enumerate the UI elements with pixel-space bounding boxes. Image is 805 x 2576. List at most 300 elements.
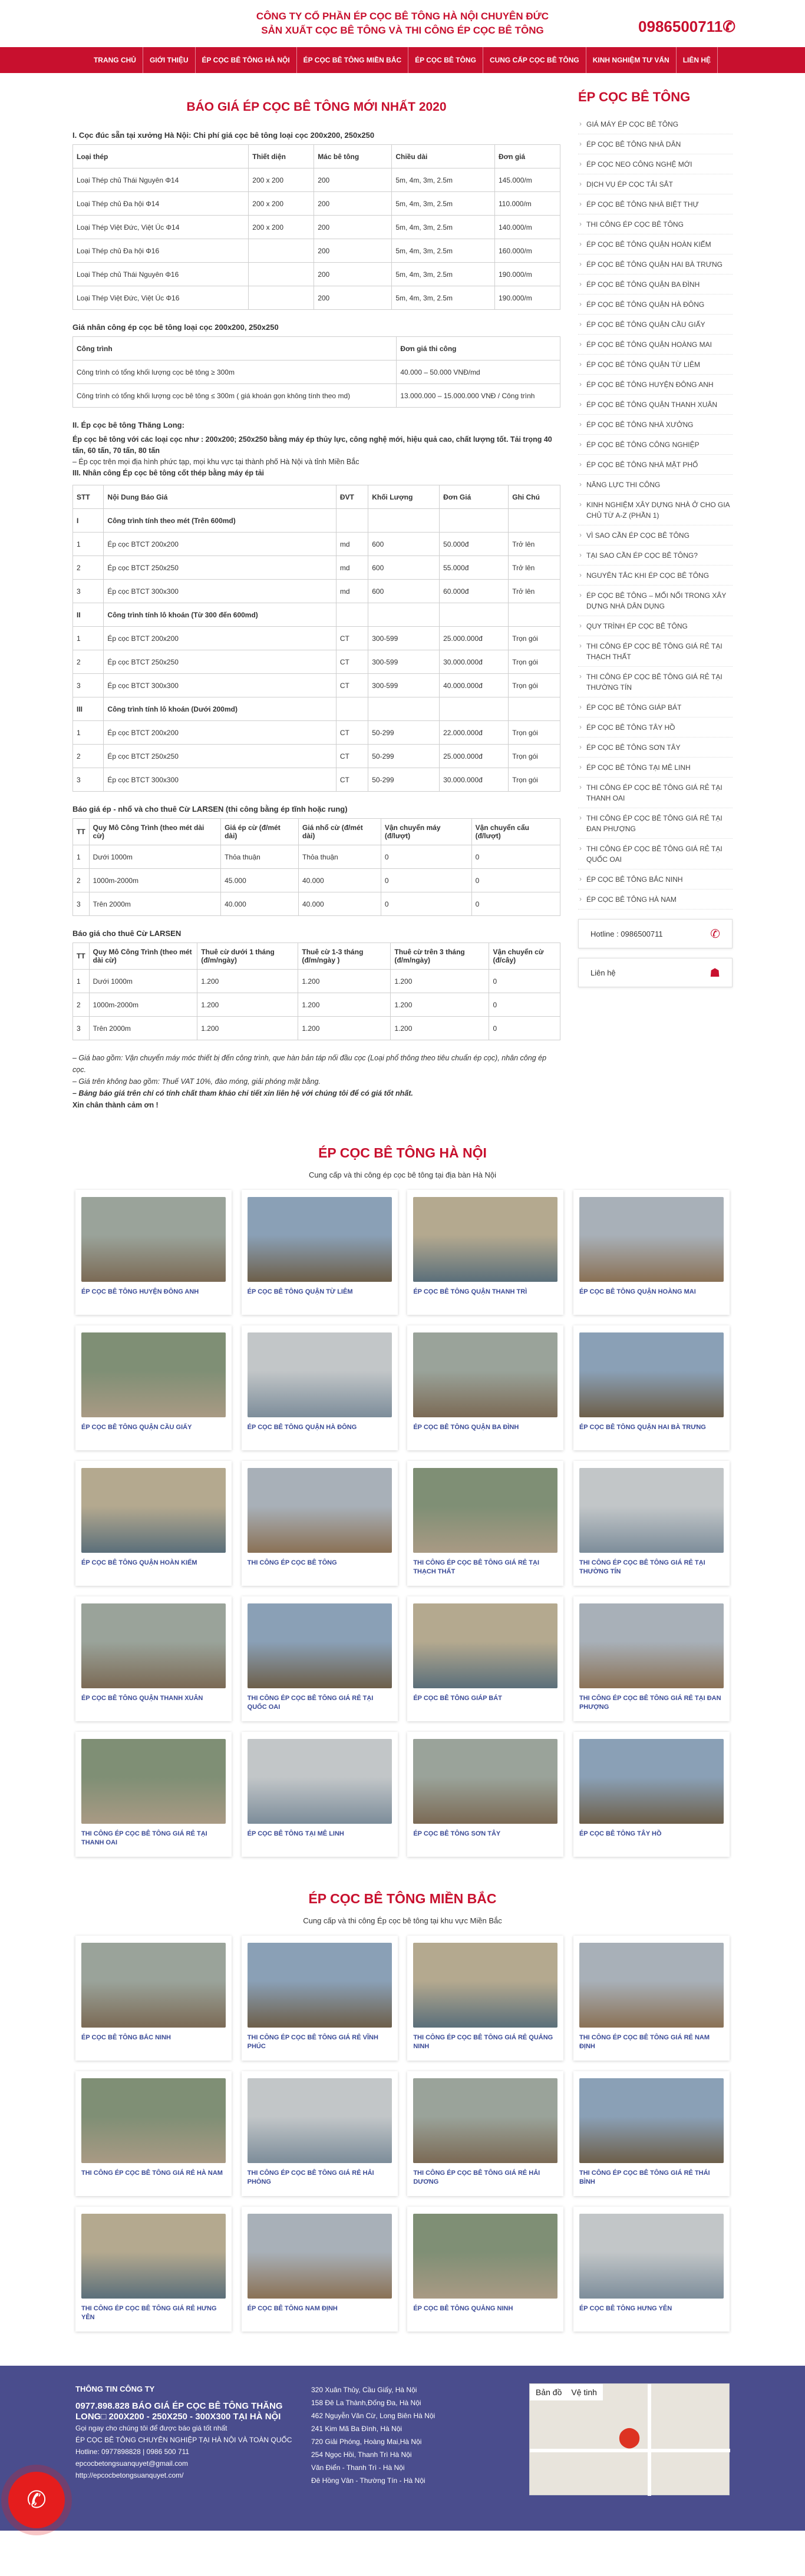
gallery-card-caption[interactable]: ÉP CỌC BÊ TÔNG TẠI MÊ LINH <box>247 1830 344 1837</box>
sidebar-link[interactable]: › NGUYÊN TẮC KHI ÉP CỌC BÊ TÔNG <box>578 566 733 586</box>
sidebar-link[interactable]: › THI CÔNG ÉP CỌC BÊ TÔNG GIÁ RẺ TẠI QUỐC OAI <box>578 839 733 869</box>
gallery-card[interactable] <box>407 1461 563 1586</box>
gallery-card-caption[interactable]: ÉP CỌC BÊ TÔNG QUẬN HOÀN KIẾM <box>81 1559 197 1566</box>
table-cell: 160.000/m <box>494 239 560 263</box>
brand-line-2: SẢN XUẤT CỌC BÊ TÔNG VÀ THI CÔNG ÉP CỌC BÊ TÔNG <box>261 25 544 36</box>
table-row <box>73 216 560 239</box>
table-cell: 60.000đ <box>440 580 509 603</box>
map-tab-satellite[interactable]: Vệ tinh <box>571 2387 597 2397</box>
gallery-card-caption[interactable]: THI CÔNG ÉP CỌC BÊ TÔNG GIÁ RẺ THÁI BÌNH <box>579 2170 710 2185</box>
table-cell: 600 <box>368 580 440 603</box>
gallery-card[interactable] <box>573 1596 730 1721</box>
project-photo[interactable] <box>579 1197 724 1282</box>
table-cell: Thỏa thuận <box>221 845 299 869</box>
footer-email[interactable]: epcocbetongsuanquyet@gmail.com <box>75 2459 188 2468</box>
table-cell: Trọn gói <box>509 627 560 650</box>
footer-desc: Gọi ngay cho chúng tôi để được báo giá tốt nhất <box>75 2424 227 2432</box>
footer-address: Văn Điển - Thanh Trì - Hà Nội <box>311 2463 405 2472</box>
table-cell: 0 <box>471 892 560 916</box>
sidebar-link[interactable]: › ÉP CỌC BÊ TÔNG BẮC NINH <box>578 869 733 889</box>
gallery-card-caption[interactable]: THI CÔNG ÉP CỌC BÊ TÔNG <box>247 1559 337 1566</box>
project-photo[interactable] <box>81 1468 226 1553</box>
gallery-card-caption[interactable]: ÉP CỌC BÊ TÔNG QUẬN TỪ LIÊM <box>247 1288 353 1295</box>
gallery-card-caption[interactable]: ÉP CỌC BÊ TÔNG HƯNG YÊN <box>579 2305 672 2312</box>
table-cell: 40.000 – 50.000 VNĐ/md <box>397 361 560 384</box>
project-photo[interactable] <box>81 2078 226 2163</box>
project-photo[interactable] <box>413 1739 557 1824</box>
sidebar-title: ÉP CỌC BÊ TÔNG <box>578 90 691 104</box>
table-cell: 40.000 <box>299 892 381 916</box>
project-photo[interactable] <box>248 1197 392 1282</box>
project-photo[interactable] <box>579 2214 724 2299</box>
table-row <box>73 580 560 603</box>
table-row <box>73 286 560 310</box>
table-row <box>73 745 560 768</box>
project-photo[interactable] <box>248 1468 392 1553</box>
table-row <box>73 674 560 697</box>
sidebar-link[interactable]: › THI CÔNG ÉP CỌC BÊ TÔNG GIÁ RẺ TẠI THƯỜNG TÍN <box>578 667 733 697</box>
table-header-cell: Ghi Chú <box>509 485 560 509</box>
table-cell: 0 <box>471 869 560 892</box>
table-cell: Trọn gói <box>509 674 560 697</box>
table-cell: Trên 2000m <box>89 892 220 916</box>
gallery-card[interactable] <box>573 2207 730 2332</box>
table-cell: CT <box>336 745 368 768</box>
gallery-card[interactable] <box>75 1596 232 1721</box>
table-row <box>73 892 560 916</box>
table-cell: 600 <box>368 556 440 580</box>
table-header-cell: Loại thép <box>73 145 249 168</box>
page-title: BÁO GIÁ ÉP CỌC BÊ TÔNG MỚI NHẤT 2020 <box>186 100 447 114</box>
sidebar-link[interactable]: › ÉP CỌC BÊ TÔNG SƠN TÂY <box>578 738 733 758</box>
brand-line-1: CÔNG TY CỔ PHẦN ÉP CỌC BÊ TÔNG HÀ NỘI CHUYÊN ĐỨC <box>256 11 549 22</box>
table-cell <box>368 603 440 627</box>
table-row <box>73 869 560 892</box>
table-cell: 200 <box>314 239 392 263</box>
steel-price-table <box>72 144 560 310</box>
nav-item[interactable]: CUNG CẤP CỌC BÊ TÔNG <box>483 47 586 73</box>
table-cell: 300-599 <box>368 674 440 697</box>
gallery-card[interactable] <box>407 2207 563 2332</box>
table-header-cell: Thuê cừ dưới 1 tháng (đ/m/ngày) <box>197 943 298 970</box>
table-row <box>73 239 560 263</box>
table-cell: 300-599 <box>368 627 440 650</box>
table-cell: Công trình tính lô khoán (Từ 300 đến 600md) <box>104 603 336 627</box>
sidebar-link[interactable]: › ÉP CỌC BÊ TÔNG QUẬN THANH XUÂN <box>578 395 733 415</box>
sidebar-link[interactable]: › ÉP CỌC BÊ TÔNG CÔNG NGHIỆP <box>578 435 733 455</box>
gallery-card-caption[interactable]: ÉP CỌC BÊ TÔNG TÂY HỒ <box>579 1830 662 1837</box>
gallery-card[interactable] <box>75 1732 232 1857</box>
project-photo[interactable] <box>413 1468 557 1553</box>
sidebar-link[interactable]: › VÌ SAO CẦN ÉP CỌC BÊ TÔNG <box>578 525 733 545</box>
footer-addresses <box>299 2383 523 2495</box>
project-photo[interactable] <box>579 1739 724 1824</box>
sidebar-link[interactable]: › ÉP CỌC BÊ TÔNG QUẬN HÀ ĐÔNG <box>578 295 733 315</box>
table-cell <box>509 603 560 627</box>
table-cell: Loại Thép chủ Thái Nguyên Φ16 <box>73 263 249 286</box>
gallery-card[interactable] <box>573 1732 730 1857</box>
gallery-card[interactable] <box>407 2071 563 2196</box>
gallery-card[interactable] <box>407 1325 563 1450</box>
table-cell: 40.000 <box>221 892 299 916</box>
table-cell <box>440 509 509 533</box>
gallery-card-caption[interactable]: ÉP CỌC BÊ TÔNG QUẬN HOÀNG MAI <box>579 1288 696 1295</box>
table-cell: 200 <box>314 263 392 286</box>
table-cell: Trở lên <box>509 533 560 556</box>
sidebar-link[interactable]: › KINH NGHIỆM XÂY DỰNG NHÀ Ở CHO GIA CHỦ TỪ A-Z (PHẦN 1) <box>578 495 733 525</box>
gallery-card[interactable] <box>407 1936 563 2061</box>
project-photo[interactable] <box>248 1603 392 1688</box>
project-photo[interactable] <box>81 1739 226 1824</box>
gallery-card-caption[interactable]: ÉP CỌC BÊ TÔNG GIÁP BÁT <box>413 1695 502 1702</box>
gallery-card[interactable] <box>242 1325 398 1450</box>
gallery-card-caption[interactable]: ÉP CỌC BÊ TÔNG NAM ĐỊNH <box>247 2305 338 2312</box>
table-row <box>73 603 560 627</box>
sidebar-link[interactable]: › ÉP CỌC BÊ TÔNG GIÁP BÁT <box>578 697 733 717</box>
gallery-card-caption[interactable]: ÉP CỌC BÊ TÔNG QUẬN HAI BÀ TRƯNG <box>579 1424 706 1431</box>
project-photo[interactable] <box>81 2214 226 2299</box>
sidebar-link[interactable]: › ÉP CỌC BÊ TÔNG QUẬN HAI BÀ TRƯNG <box>578 254 733 275</box>
gallery-subtitle-north: Cung cấp và thi công Ép cọc bê tông tại khu vực Miền Bắc <box>303 1916 502 1925</box>
sidebar-list <box>578 114 733 910</box>
table-cell: 300-599 <box>368 650 440 674</box>
sidebar-link[interactable]: › ÉP CỌC BÊ TÔNG NHÀ XƯỞNG <box>578 415 733 435</box>
table-header-cell: Công trình <box>73 337 397 361</box>
table-row <box>73 509 560 533</box>
table-cell: Dưới 1000m <box>89 970 197 993</box>
gallery-card[interactable] <box>573 1461 730 1586</box>
table-row <box>73 263 560 286</box>
table-cell: 1 <box>73 845 90 869</box>
sidebar-link[interactable]: › THI CÔNG ÉP CỌC BÊ TÔNG <box>578 214 733 234</box>
table-cell: 45.000 <box>221 869 299 892</box>
site-header <box>0 0 805 47</box>
table-cell: Thỏa thuận <box>299 845 381 869</box>
table-cell: 3 <box>73 674 104 697</box>
sidebar-link[interactable]: › ÉP CỌC BÊ TÔNG HÀ NAM <box>578 889 733 910</box>
gallery-card-caption[interactable]: ÉP CỌC BÊ TÔNG BẮC NINH <box>81 2034 171 2041</box>
gallery-card[interactable] <box>407 1732 563 1857</box>
sidebar-contact-label: Liên hệ <box>590 968 616 977</box>
table-cell: 600 <box>368 533 440 556</box>
table-cell: Ép cọc BTCT 250x250 <box>104 650 336 674</box>
table-cell <box>440 603 509 627</box>
table-cell: 2 <box>73 745 104 768</box>
gallery-card-caption[interactable]: ÉP CỌC BÊ TÔNG QUẬN THANH TRÌ <box>413 1288 527 1295</box>
project-photo[interactable] <box>579 1603 724 1688</box>
table-cell: 1 <box>73 721 104 745</box>
nav-item[interactable]: ÉP CỌC BÊ TÔNG MIỀN BẮC <box>297 47 408 73</box>
company-name[interactable] <box>256 9 549 38</box>
table-cell: 50.000đ <box>440 533 509 556</box>
table-cell: Ép cọc BTCT 200x200 <box>104 721 336 745</box>
gallery-card[interactable] <box>407 1190 563 1315</box>
sidebar-link[interactable]: › TẠI SAO CẦN ÉP CỌC BÊ TÔNG? <box>578 545 733 566</box>
table-header-cell: Quy Mô Công Trình (theo mét dài cừ) <box>89 943 197 970</box>
sidebar-link[interactable]: › ÉP CỌC BÊ TÔNG – MỐI NỐI TRONG XÂY DỰNG NHÀ DÂN DỤNG <box>578 586 733 616</box>
gallery-card-caption[interactable]: THI CÔNG ÉP CỌC BÊ TÔNG GIÁ RẺ TẠI THƯỜNG TÍN <box>579 1559 705 1575</box>
sidebar-hotline-label: Hotline : 0986500711 <box>590 929 663 938</box>
main-content <box>72 86 560 1111</box>
footer-headline: 0977.898.828 BÁO GIÁ ÉP CỌC BÊ TÔNG THĂNG LONG□ 200X200 - 250X250 - 300X300 TẠI HÀ NỘI <box>75 2401 283 2422</box>
table-cell: 0 <box>381 869 471 892</box>
gallery-card-caption[interactable]: ÉP CỌC BÊ TÔNG QUẢNG NINH <box>413 2305 513 2312</box>
table-header-cell: TT <box>73 943 90 970</box>
table-cell: Ép cọc BTCT 300x300 <box>104 768 336 792</box>
gallery-card-caption[interactable]: THI CÔNG ÉP CỌC BÊ TÔNG GIÁ RẺ NAM ĐỊNH <box>579 2034 710 2050</box>
gallery-card[interactable] <box>242 1596 398 1721</box>
table-header-cell: Vận chuyển cừ (đ/cây) <box>489 943 560 970</box>
footer-address: 254 Ngọc Hồi, Thanh Trì Hà Nội <box>311 2451 412 2459</box>
table-cell: Công trình có tổng khối lượng cọc bê tông ≤ 300m ( giá khoán gọn không tính theo md) <box>73 384 397 408</box>
sidebar-link[interactable]: › ÉP CỌC BÊ TÔNG TẠI MÊ LINH <box>578 758 733 778</box>
table-cell <box>368 509 440 533</box>
project-photo[interactable] <box>579 1332 724 1417</box>
nav-item[interactable]: LIÊN HỆ <box>677 47 718 73</box>
table-cell <box>336 697 368 721</box>
table-cell: 5m, 4m, 3m, 2.5m <box>392 216 495 239</box>
gallery-card-caption[interactable]: THI CÔNG ÉP CỌC BÊ TÔNG GIÁ RẺ QUẢNG NINH <box>413 2034 553 2050</box>
sidebar-link[interactable]: › ÉP CỌC BÊ TÔNG QUẬN HOÀNG MAI <box>578 335 733 355</box>
gallery-card[interactable] <box>242 1190 398 1315</box>
sidebar-link[interactable]: › GIÁ MÁY ÉP CỌC BÊ TÔNG <box>578 114 733 134</box>
gallery-card[interactable] <box>75 1325 232 1450</box>
gallery-card[interactable] <box>573 1325 730 1450</box>
table-header-cell: Đơn giá thi công <box>397 337 560 361</box>
gallery-card[interactable] <box>242 1732 398 1857</box>
project-photo[interactable] <box>579 2078 724 2163</box>
project-photo[interactable] <box>248 1332 392 1417</box>
sidebar-link[interactable]: › ÉP CỌC BÊ TÔNG TÂY HỒ <box>578 717 733 738</box>
sidebar-link[interactable]: › ÉP CỌC BÊ TÔNG QUẬN HOÀN KIẾM <box>578 234 733 254</box>
footer-address: 720 Giải Phóng, Hoàng Mai,Hà Nội <box>311 2438 422 2446</box>
note-line: – Giá bao gồm: Vận chuyển máy móc thiết bị đến công trình, que hàn bản táp nối đầu cọc (Loại phổ thông theo tiêu chuẩn ép cọc), nhân công ép cọc. <box>72 1054 547 1074</box>
project-photo[interactable] <box>413 2078 557 2163</box>
project-photo[interactable] <box>248 1739 392 1824</box>
project-photo[interactable] <box>81 1197 226 1282</box>
sidebar-link[interactable]: › NĂNG LỰC THI CÔNG <box>578 475 733 495</box>
header-hotline[interactable] <box>638 18 735 36</box>
gallery-card-caption[interactable]: THI CÔNG ÉP CỌC BÊ TÔNG GIÁ RẺ HƯNG YÊN <box>81 2305 217 2321</box>
table-cell: 190.000/m <box>494 263 560 286</box>
table-cell: Loại Thép Việt Đức, Việt Úc Φ16 <box>73 286 249 310</box>
gallery-card[interactable] <box>75 2207 232 2332</box>
project-photo[interactable] <box>81 1943 226 2028</box>
nav-item[interactable]: ÉP CỌC BÊ TÔNG HÀ NỘI <box>196 47 297 73</box>
call-now-button[interactable] <box>8 2472 65 2528</box>
table-cell: CT <box>336 650 368 674</box>
site-footer <box>0 2366 805 2531</box>
project-photo[interactable] <box>81 1332 226 1417</box>
project-photo[interactable] <box>248 2214 392 2299</box>
gallery-card-caption[interactable]: ÉP CỌC BÊ TÔNG QUẬN CẦU GIẤY <box>81 1424 192 1431</box>
table-cell: 0 <box>471 845 560 869</box>
project-photo[interactable] <box>413 2214 557 2299</box>
sidebar-link[interactable]: › ÉP CỌC BÊ TÔNG NHÀ MẶT PHỐ <box>578 455 733 475</box>
table-row <box>73 1017 560 1040</box>
gallery-card[interactable] <box>75 1461 232 1586</box>
project-photo[interactable] <box>81 1603 226 1688</box>
sidebar-link[interactable]: › THI CÔNG ÉP CỌC BÊ TÔNG GIÁ RẺ TẠI THANH OAI <box>578 778 733 808</box>
table-cell: Công trình tính lô khoán (Dưới 200md) <box>104 697 336 721</box>
gallery-card[interactable] <box>573 2071 730 2196</box>
gallery-card-caption[interactable]: ÉP CỌC BÊ TÔNG SƠN TÂY <box>413 1830 501 1837</box>
table-row <box>73 533 560 556</box>
gallery-card-caption[interactable]: THI CÔNG ÉP CỌC BÊ TÔNG GIÁ RẺ HẢI DƯƠNG <box>413 2170 540 2185</box>
nav-item[interactable]: TRANG CHỦ <box>87 47 143 73</box>
project-photo[interactable] <box>248 1943 392 2028</box>
table-cell: 2 <box>73 869 90 892</box>
table-cell: Loại Thép chủ Đa hội Φ14 <box>73 192 249 216</box>
nav-item[interactable]: KINH NGHIỆM TƯ VẤN <box>586 47 677 73</box>
gallery-card[interactable] <box>242 2207 398 2332</box>
table-cell: Trọn gói <box>509 768 560 792</box>
table-cell: 25.000.000đ <box>440 745 509 768</box>
table-cell: Dưới 1000m <box>89 845 220 869</box>
sidebar-link[interactable]: › DỊCH VỤ ÉP CỌC TẢI SẮT <box>578 174 733 194</box>
north-gallery <box>75 1891 730 2332</box>
table-cell: 30.000.000đ <box>440 650 509 674</box>
table-header-cell: Giá nhổ cừ (đ/mét dài) <box>299 819 381 845</box>
sidebar-link[interactable]: › THI CÔNG ÉP CỌC BÊ TÔNG GIÁ RẺ TẠI THẠCH THẤT <box>578 636 733 667</box>
table-cell: 1.200 <box>197 970 298 993</box>
gallery-card-caption[interactable]: THI CÔNG ÉP CỌC BÊ TÔNG GIÁ RẺ TẠI THẠCH THẤT <box>413 1559 540 1575</box>
sidebar-link[interactable]: › THI CÔNG ÉP CỌC BÊ TÔNG GIÁ RẺ TẠI ĐAN PHƯỢNG <box>578 808 733 839</box>
table-header-cell: STT <box>73 485 104 509</box>
hanoi-gallery <box>75 1145 730 1857</box>
table-cell: Trên 2000m <box>89 1017 197 1040</box>
nav-item[interactable]: ÉP CỌC BÊ TÔNG <box>408 47 483 73</box>
section-heading-2: Giá nhân công ép cọc bê tông loại cọc 200x200, 250x250 <box>72 323 279 332</box>
table-cell: 5m, 4m, 3m, 2.5m <box>392 263 495 286</box>
table-cell: 1.200 <box>197 1017 298 1040</box>
table-cell: 1 <box>73 533 104 556</box>
gallery-card-caption[interactable]: ÉP CỌC BÊ TÔNG QUẬN HÀ ĐÔNG <box>247 1424 357 1431</box>
table-row <box>73 361 560 384</box>
note-line: – Giá trên không bao gồm: Thuế VAT 10%, đào móng, giải phóng mặt bằng. <box>72 1077 321 1086</box>
table-header-cell: TT <box>73 819 90 845</box>
table-header-cell: Thuê cừ 1-3 tháng (đ/m/ngày ) <box>298 943 391 970</box>
table-cell: 1.200 <box>298 993 391 1017</box>
map-tab-map[interactable]: Bản đồ <box>536 2387 562 2397</box>
table-cell: 1.200 <box>391 970 489 993</box>
gallery-card-caption[interactable]: ÉP CỌC BÊ TÔNG QUẬN BA ĐÌNH <box>413 1424 519 1431</box>
gallery-card-caption[interactable]: THI CÔNG ÉP CỌC BÊ TÔNG GIÁ RẺ TẠI THANH OAI <box>81 1830 207 1846</box>
larsen-press-table <box>72 818 560 916</box>
phone-icon: ✆ <box>27 2487 47 2513</box>
gallery-card[interactable] <box>75 1190 232 1315</box>
table-cell: md <box>336 580 368 603</box>
footer-website[interactable]: http://epcocbetongsuanquyet.com/ <box>75 2471 184 2479</box>
table-cell: 2 <box>73 650 104 674</box>
sidebar-link[interactable]: › ÉP CỌC BÊ TÔNG HUYỆN ĐÔNG ANH <box>578 375 733 395</box>
gallery-card-caption[interactable]: ÉP CỌC BÊ TÔNG HUYỆN ĐÔNG ANH <box>81 1288 199 1295</box>
table-cell: 1 <box>73 627 104 650</box>
sidebar-hotline-button[interactable] <box>578 919 733 948</box>
table-cell: Loại Thép Việt Đức, Việt Úc Φ14 <box>73 216 249 239</box>
gallery-card[interactable] <box>573 1936 730 2061</box>
table-cell: 200 <box>314 216 392 239</box>
gallery-card-caption[interactable]: THI CÔNG ÉP CỌC BÊ TÔNG GIÁ RẺ HẢI PHÒNG <box>247 2170 374 2185</box>
project-photo[interactable] <box>413 1197 557 1282</box>
table-header-cell: Quy Mô Công Trình (theo mét dài cừ) <box>89 819 220 845</box>
main-nav <box>0 47 805 73</box>
table-cell: 0 <box>489 993 560 1017</box>
table-cell: 1.200 <box>298 970 391 993</box>
footer-company: ÉP CỌC BÊ TÔNG CHUYÊN NGHIỆP TẠI HÀ NỘI VÀ TOÀN QUỐC <box>75 2436 292 2444</box>
footer-hotline[interactable]: Hotline: 0977898828 | 0986 500 711 <box>75 2448 190 2456</box>
sidebar-link[interactable]: › ÉP CỌC BÊ TÔNG QUẬN TỪ LIÊM <box>578 355 733 375</box>
gallery-card[interactable] <box>573 1190 730 1315</box>
gallery-subtitle-hanoi: Cung cấp và thi công ép cọc bê tông tại địa bàn Hà Nội <box>309 1170 496 1179</box>
gallery-card[interactable] <box>242 1461 398 1586</box>
gallery-card[interactable] <box>75 1936 232 2061</box>
thang-long-area: – Ép cọc trên mọi địa hình phức tạp, mọi khu vực tại thành phố Hà Nội và tỉnh Miền Bắc <box>72 458 359 466</box>
project-photo[interactable] <box>413 1332 557 1417</box>
table-cell: 0 <box>381 845 471 869</box>
table-row <box>73 627 560 650</box>
table-cell: 145.000/m <box>494 168 560 192</box>
project-photo[interactable] <box>413 1943 557 2028</box>
table-cell: CT <box>336 768 368 792</box>
gallery-card[interactable] <box>242 1936 398 2061</box>
project-photo[interactable] <box>248 2078 392 2163</box>
table-cell: 3 <box>73 1017 90 1040</box>
table-row <box>73 697 560 721</box>
google-map[interactable] <box>529 2383 730 2495</box>
gallery-card[interactable] <box>242 2071 398 2196</box>
map-road <box>648 2384 651 2496</box>
table-row <box>73 192 560 216</box>
sidebar-link[interactable]: › ÉP CỌC NEO CÔNG NGHỆ MỚI <box>578 154 733 174</box>
table-cell: 1.200 <box>197 993 298 1017</box>
project-photo[interactable] <box>579 1943 724 2028</box>
table-cell: 13.000.000 – 15.000.000 VNĐ / Công trình <box>397 384 560 408</box>
project-photo[interactable] <box>413 1603 557 1688</box>
sidebar-link[interactable]: › ÉP CỌC BÊ TÔNG QUẬN CẦU GIẤY <box>578 315 733 335</box>
table-cell: 200 <box>314 286 392 310</box>
table-cell: 200 x 200 <box>249 192 314 216</box>
table-header-cell: Nội Dung Báo Giá <box>104 485 336 509</box>
table-header-cell: ĐVT <box>336 485 368 509</box>
table-cell: 5m, 4m, 3m, 2.5m <box>392 168 495 192</box>
map-road <box>530 2449 730 2452</box>
gallery-card-caption[interactable]: THI CÔNG ÉP CỌC BÊ TÔNG GIÁ RẺ TẠI QUỐC OAI <box>247 1695 374 1711</box>
gallery-card[interactable] <box>75 2071 232 2196</box>
gallery-card-caption[interactable]: THI CÔNG ÉP CỌC BÊ TÔNG GIÁ RẺ VĨNH PHÚC <box>247 2034 378 2050</box>
nav-item[interactable]: GIỚI THIỆU <box>143 47 196 73</box>
table-cell: 140.000/m <box>494 216 560 239</box>
sidebar-link[interactable]: › QUY TRÌNH ÉP CỌC BÊ TÔNG <box>578 616 733 636</box>
gallery-card-caption[interactable]: THI CÔNG ÉP CỌC BÊ TÔNG GIÁ RẺ TẠI ĐAN PHƯỢNG <box>579 1695 721 1711</box>
sidebar-link[interactable]: › ÉP CỌC BÊ TÔNG NHÀ BIỆT THỰ <box>578 194 733 214</box>
table-cell: md <box>336 556 368 580</box>
table-cell: 50-299 <box>368 745 440 768</box>
table-header-cell: Thiết diện <box>249 145 314 168</box>
sidebar-link[interactable]: › ÉP CỌC BÊ TÔNG QUẬN BA ĐÌNH <box>578 275 733 295</box>
sidebar-link[interactable]: › ÉP CỌC BÊ TÔNG NHÀ DÂN <box>578 134 733 154</box>
table-cell: 190.000/m <box>494 286 560 310</box>
gallery-card[interactable] <box>407 1596 563 1721</box>
larsen-rent-table <box>72 943 560 1040</box>
table-cell: 2 <box>73 556 104 580</box>
gallery-card-caption[interactable]: THI CÔNG ÉP CỌC BÊ TÔNG GIÁ RẺ HÀ NAM <box>81 2170 223 2177</box>
gallery-card-caption[interactable]: ÉP CỌC BÊ TÔNG QUẬN THANH XUÂN <box>81 1695 203 1702</box>
footer-company-info <box>75 2383 299 2495</box>
footer-title: THÔNG TIN CÔNG TY <box>75 2385 155 2393</box>
sidebar-contact-button[interactable] <box>578 958 733 987</box>
project-photo[interactable] <box>579 1468 724 1553</box>
